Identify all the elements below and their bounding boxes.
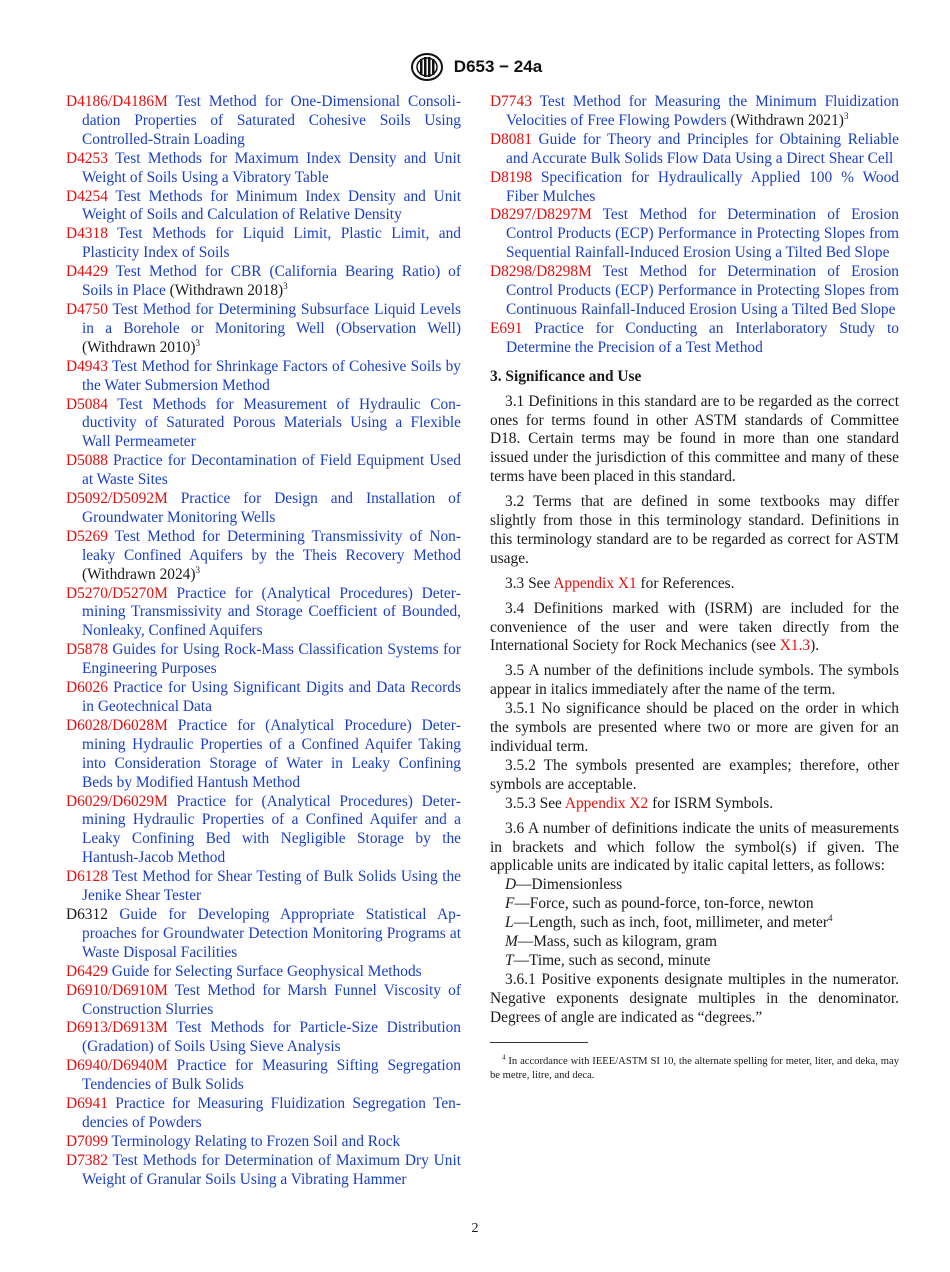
reference-title-link[interactable]: Guide for Developing Appropriate Statistical Approaches for Groundwater Detection Monitoring Programs at Waste Disposal Facilities (82, 905, 461, 961)
reference-entry (66, 225, 461, 263)
paragraph-3-6: 3.6 A number of definitions indicate the units of measurements in brackets and which follow the symbol(s) if given. The applicable units are indicated by italic capital letters, as follows: (490, 819, 899, 875)
reference-code-link[interactable]: D4943 (66, 357, 108, 375)
reference-title-link[interactable]: Test Method for Determination of Erosion Control Products (ECP) Performance in Protecting Slopes from Continuous Rainfall-Induced Erosion Using a Tilted Bed Slope (506, 263, 900, 318)
paragraph-3-6-1: 3.6.1 Positive exponents designate multiples in the numerator. Negative exponents designate multiples in the denominator. Degrees of angle are indicated as “degrees.” (490, 970, 899, 1026)
footnote-ref: 3 (195, 337, 200, 348)
reference-title-link[interactable]: Test Methods for Maximum Index Density and Unit Weight of Soils Using a Vibratory Table (82, 149, 461, 186)
reference-title-link[interactable]: Practice for Design and Installation of Groundwater Monitoring Wells (82, 490, 461, 526)
appendix-x1-link[interactable]: Appendix X1 (553, 574, 637, 592)
reference-title-link[interactable]: Specification for Hydraulically Applied 100 % Wood Fiber Mulches (506, 168, 899, 205)
unit-definition (490, 933, 899, 952)
paragraph-3-1: 3.1 Definitions in this standard are to be regarded as the correct ones for terms found in other ASTM standards of Committee D18. Certain terms may be found in more than one standard issued under the jurisdiction of this committee and many of these terms have been placed in this standard. (490, 392, 899, 486)
reference-code-link[interactable]: D4750 (66, 300, 108, 318)
reference-title-link[interactable]: Practice for (Analytical Procedure) Determining Hydraulic Properties of a Confined Aquifer Taking into Consideration Storage of Water in Leaky Confining Beds by Modified Hantush Method (82, 716, 461, 791)
unit-definition (490, 952, 899, 971)
reference-entry (490, 206, 899, 263)
reference-title-link[interactable]: Terminology Relating to Frozen Soil and Rock (111, 1132, 401, 1150)
reference-title-link[interactable]: Test Method for Shear Testing of Bulk Solids Using the Jenike Shear Tester (82, 868, 462, 905)
footnote-ref: 3 (843, 110, 849, 121)
reference-entry (490, 169, 899, 207)
reference-title-link[interactable]: Test Methods for Particle-Size Distribution (Gradation) of Soils Using Sieve Analysis (82, 1019, 461, 1056)
reference-title-link[interactable]: Test Method for Shrinkage Factors of Cohesive Soils by the Water Submersion Method (82, 357, 461, 394)
reference-title-link[interactable]: Practice for Measuring Sifting Segregation Tendencies of Bulk Solids (82, 1057, 461, 1094)
page-number: 2 (471, 1221, 479, 1236)
unit-description: —Force, such as pound-force, ton-force, newton (514, 895, 814, 913)
reference-title-link[interactable]: Practice for (Analytical Procedures) Determining Hydraulic Properties of a Confined Aquifer and a Leaky Confining Bed with Negligible Storage by the Hantush-Jacob Method (82, 792, 461, 867)
astm-logo-icon (408, 52, 446, 82)
right-reference-list (490, 93, 899, 358)
reference-title-link[interactable]: Practice for Measuring Fluidization Segregation Tendencies of Powders (82, 1095, 461, 1131)
reference-code-link[interactable]: D8298/D8298M (490, 263, 592, 281)
paragraph-3-5-3 (490, 795, 899, 814)
reference-title-link[interactable]: Test Methods for Minimum Index Density and Unit Weight of Soils and Calculation of Relative Density (82, 187, 461, 224)
reference-title-link[interactable]: Test Method for One-Dimensional Consolidation Properties of Saturated Cohesive Soils Using Controlled-Strain Loading (82, 93, 461, 148)
reference-title-link[interactable]: Test Method for Marsh Funnel Viscosity of Construction Slurries (82, 981, 462, 1018)
left-column (66, 93, 461, 1190)
reference-title-link[interactable]: Test Method for Determining Transmissivity of Nonleaky Confined Aquifers by the Theis Recovery Method (82, 527, 461, 564)
footnote-text: In accordance with IEEE/ASTM SI 10, the alternate spelling for meter, liter, and deka, may be metre, litre, and deca. (490, 1055, 899, 1081)
reference-entry (490, 263, 899, 320)
reference-entry (66, 490, 461, 528)
footnote-ref: 3 (283, 280, 288, 291)
withdrawn-note: (Withdrawn 2024) (82, 565, 196, 583)
section-heading: 3. Significance and Use (490, 367, 642, 385)
reference-entry (66, 641, 461, 679)
unit-description: —Mass, such as kilogram, gram (517, 933, 718, 951)
unit-description: —Dimensionless (516, 876, 623, 894)
reference-code-link[interactable]: D6913/D6913M (66, 1019, 168, 1037)
unit-description: —Length, such as inch, foot, millimeter, and meter (513, 914, 828, 932)
reference-entry (66, 906, 461, 963)
reference-title-link[interactable]: Test Method for CBR (California Bearing Ratio) of Soils in Place (82, 263, 461, 300)
reference-code-link[interactable]: D5269 (66, 527, 108, 545)
text: 3.5.3 See (505, 794, 565, 812)
reference-code-link[interactable]: D6029/D6029M (66, 792, 168, 810)
reference-entry (66, 528, 461, 585)
reference-title-link[interactable]: Practice for Decontamination of Field Equipment Used at Waste Sites (82, 452, 461, 489)
reference-title-link[interactable]: Practice for Using Significant Digits and Data Records in Geotechnical Data (82, 679, 461, 715)
reference-entry (66, 188, 461, 226)
reference-title-link[interactable]: Guides for Using Rock-Mass Classification Systems for Engineering Purposes (82, 641, 461, 678)
reference-entry (66, 868, 461, 906)
x1-3-link[interactable]: X1.3 (779, 637, 811, 655)
text: for References. (636, 574, 735, 592)
units-list (490, 876, 899, 971)
reference-code-link[interactable]: D6429 (66, 962, 108, 980)
reference-title-link[interactable]: Test Method for Measuring the Minimum Fluidization Velocities of Free Flowing Powders (506, 93, 899, 129)
reference-entry (490, 93, 899, 131)
unit-description: —Time, such as second, minute (513, 951, 711, 969)
reference-code-link[interactable]: D5270/D5270M (66, 584, 168, 602)
paragraph-3-5-1: 3.5.1 No significance should be placed on the order in which the symbols are presented where two or more are given for an individual term. (490, 700, 899, 755)
reference-code-link[interactable]: D5088 (66, 452, 108, 470)
appendix-x2-link[interactable]: Appendix X2 (564, 794, 649, 812)
reference-entry (66, 1019, 461, 1057)
reference-title-link[interactable]: Test Method for Determining Subsurface Liquid Levels in a Borehole or Monitoring Well (Observation Well) (82, 300, 462, 337)
reference-code-link[interactable]: D6941 (66, 1095, 108, 1113)
reference-code-link[interactable]: D7099 (66, 1132, 108, 1150)
reference-entry (66, 452, 461, 490)
standard-designation: D653 − 24a (453, 57, 543, 76)
reference-code-link[interactable]: D8081 (490, 130, 532, 148)
text: ). (810, 637, 820, 655)
reference-code-link[interactable]: D6128 (66, 868, 108, 886)
reference-title-link[interactable]: Test Methods for Determination of Maximum Dry Unit Weight of Granular Soils Using a Vibrating Hammer (82, 1151, 461, 1188)
reference-code-link[interactable]: D6910/D6910M (66, 981, 168, 999)
paragraph-3-5: 3.5 A number of the definitions include symbols. The symbols appear in italics immediately after the name of the term. (490, 662, 899, 699)
unit-symbol: F (505, 895, 515, 913)
reference-entry (66, 263, 461, 301)
reference-entry (66, 963, 461, 982)
reference-entry (66, 93, 461, 150)
reference-entry (66, 1095, 461, 1133)
withdrawn-note: (Withdrawn 2021) (726, 111, 844, 129)
reference-entry (66, 1133, 461, 1152)
reference-entry (66, 717, 461, 793)
reference-title-link[interactable]: Practice for (Analytical Procedures) Determining Transmissivity and Storage Coefficient of Bounded, Nonleaky, Confined Aquifers (82, 584, 461, 640)
reference-code-link[interactable]: D7382 (66, 1151, 108, 1169)
reference-code-link[interactable]: E691 (490, 319, 523, 337)
footnote-divider (490, 1042, 588, 1043)
reference-code-link[interactable]: D8198 (490, 168, 532, 186)
reference-title-link[interactable]: Test Methods for Liquid Limit, Plastic Limit, and Plasticity Index of Soils (82, 225, 461, 262)
reference-entry (66, 301, 461, 358)
reference-code-link[interactable]: D5084 (66, 395, 108, 413)
reference-code-link[interactable]: D4253 (66, 149, 108, 167)
reference-entry (66, 1057, 461, 1095)
unit-symbol: D (505, 876, 517, 894)
reference-title-link[interactable]: Test Methods for Measurement of Hydraulic Conductivity of Saturated Porous Materials Using a Flexible Wall Permeameter (82, 395, 461, 451)
reference-code-link[interactable]: D5878 (66, 641, 108, 659)
text: for ISRM Symbols. (648, 794, 774, 812)
paragraph-3-4 (490, 600, 899, 657)
reference-code-link[interactable]: D4318 (66, 225, 108, 243)
reference-entry (66, 358, 461, 396)
reference-code-link[interactable]: D6026 (66, 679, 108, 697)
paragraph-3-2: 3.2 Terms that are defined in some textbooks may differ slightly from those in this terminology standard. Definitions in this terminology standard are to be regarded as correct for ASTM usage. (490, 493, 899, 567)
reference-title-link[interactable]: Guide for Theory and Principles for Obtaining Reliable and Accurate Bulk Solids Flow Data Using a Direct Shear Cell (506, 130, 899, 167)
unit-symbol: M (505, 933, 518, 951)
reference-entry (66, 396, 461, 453)
reference-entry (490, 320, 899, 358)
unit-definition (490, 876, 899, 895)
reference-code-link[interactable]: D8297/D8297M (490, 206, 592, 224)
reference-code-link[interactable]: D6940/D6940M (66, 1057, 168, 1075)
reference-title-link[interactable]: Practice for Conducting an Interlaboratory Study to Determine the Precision of a Test Method (506, 319, 899, 356)
reference-code-link[interactable]: D4186/D4186M (66, 93, 168, 110)
reference-title-link[interactable]: Test Method for Determination of Erosion Control Products (ECP) Performance in Protecting Slopes from Sequential Rainfall-Induced Erosion Using a Tilted Bed Slope (506, 206, 900, 262)
reference-entry (66, 1152, 461, 1190)
footnote-number: 4 (502, 1053, 506, 1062)
right-column (490, 93, 899, 1083)
footnote-ref: 4 (827, 913, 833, 924)
withdrawn-note: (Withdrawn 2018) (165, 282, 284, 300)
reference-code-link[interactable]: D6312 (66, 905, 108, 923)
reference-entry (66, 679, 461, 717)
text: 3.4 Definitions marked with (ISRM) are included for the convenience of the user and were taken directly from the International Society for Rock Mechanics (see (490, 599, 899, 655)
withdrawn-note: (Withdrawn 2010) (82, 338, 196, 356)
reference-code-link[interactable]: D4254 (66, 187, 108, 205)
text: 3.3 See (505, 574, 554, 592)
page-header (0, 52, 950, 82)
reference-code-link[interactable]: D6028/D6028M (66, 716, 168, 734)
unit-symbol: T (505, 951, 514, 969)
reference-entry (66, 150, 461, 188)
unit-symbol: L (505, 914, 514, 932)
reference-entry (66, 793, 461, 869)
unit-definition (490, 895, 899, 914)
footnote (490, 1055, 899, 1083)
paragraph-3-3 (490, 575, 899, 594)
paragraph-3-5-2: 3.5.2 The symbols presented are examples; therefore, other symbols are acceptable. (490, 756, 899, 793)
reference-code-link[interactable]: D7743 (490, 93, 532, 110)
reference-entry (66, 585, 461, 642)
reference-title-link[interactable]: Guide for Selecting Surface Geophysical Methods (111, 962, 422, 980)
reference-entry (490, 131, 899, 169)
unit-definition (490, 914, 899, 933)
footnote-ref: 3 (195, 564, 200, 575)
reference-entry (66, 982, 461, 1020)
reference-code-link[interactable]: D5092/D5092M (66, 490, 168, 508)
reference-code-link[interactable]: D4429 (66, 263, 108, 281)
